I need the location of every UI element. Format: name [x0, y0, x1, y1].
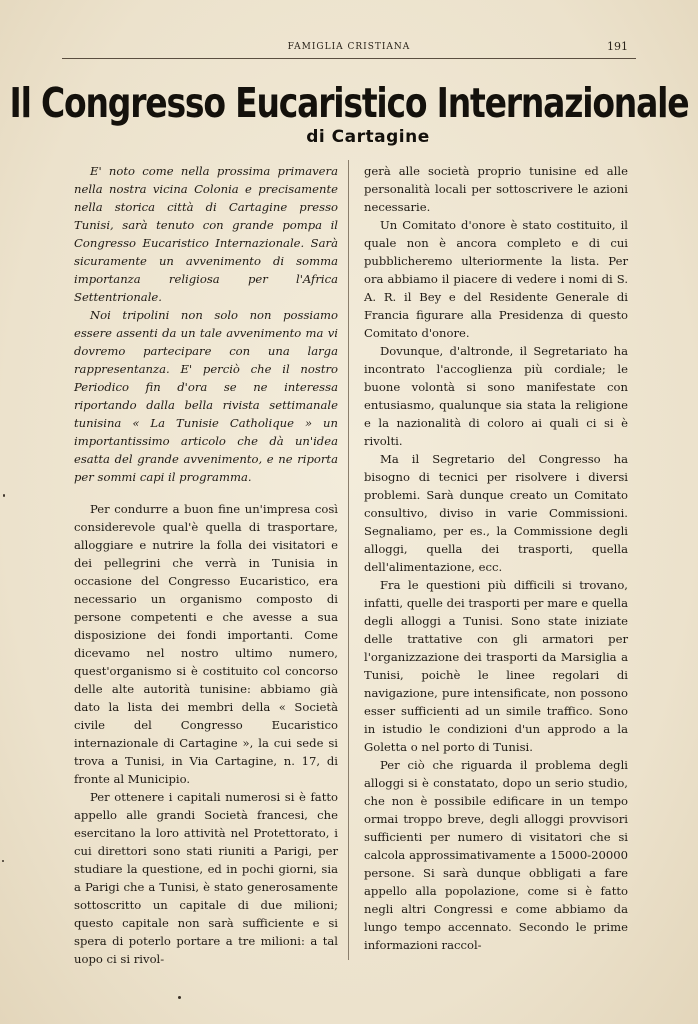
intro-paragraph-2: Noi tripolini non solo non possiamo essere assenti da un tale avvenimento ma vi dovremo partecipare con una larga rappresentanza. E' perciò che il nostro Periodico fin d'ora se ne interessa riportando dalla bella rivista settimanale tunisina « La Tunisie Catholique » un importantissimo articolo che dà un'idea esatta del grande avvenimento, e ne riporta per sommi capi il programma.	[74, 308, 338, 484]
body-paragraph: Per condurre a buon fine un'impresa così considerevole qual'è quella di trasportare, alloggiare e nutrire la folla dei visitatori e dei pellegrini che verrà in Tunisia in occasione del Congresso Eucaristico, era necessario un organismo composto di persone competenti e che avesse a sua disposizione dei fondi importanti. Come dicevamo nel nostro ultimo numero, quest'organismo si è costituito col concorso delle alte autorità tunisine: abbiamo già dato la lista dei membri della « Società civile del Congresso Eucaristico internazionale di Cartagine », la cui sede si trova a Tunisi, in Via Cartagine, n. 17, di fronte al Municipio.	[74, 502, 338, 786]
column-divider	[348, 160, 349, 960]
body-paragraph: gerà alle società proprio tunisine ed alle personalità locali per sottoscrivere le azioni necessarie.	[364, 164, 628, 214]
body-paragraph: Ma il Segretario del Congresso ha bisogno di tecnici per risolvere i diversi problemi. Sarà dunque creato un Comitato consultivo, diviso in varie Commissioni. Segnaliamo, per es., la Commissione degli alloggi, quella dei trasporti, quella dell'alimentazione, ecc.	[364, 452, 628, 574]
right-column	[364, 162, 628, 954]
article-title: Il Congresso Eucaristico Internazionale	[9, 78, 689, 127]
body-paragraph: Per ottenere i capitali numerosi si è fatto appello alle grandi Società francesi, che esercitano la loro attività nel Protettorato, i cui direttori sono stati riuniti a Parigi, per studiare la questione, ed in pochi giorni, sia a Parigi che a Tunisi, è stato generosamente sottoscritto un capitale di due milioni; questo capitale non sarà sufficiente e si spera di poterlo portare a tre milioni: a tal uopo ci si rivol-	[74, 790, 338, 966]
paper-speck	[178, 996, 181, 999]
body-paragraph: Un Comitato d'onore è stato costituito, il quale non è ancora completo e di cui pubblicheremo ulteriormente la lista. Per ora abbiamo il piacere di vedere i nomi di S. A. R. il Bey e del Residente Generale di Francia figurare alla Presidenza di questo Comitato d'onore.	[364, 218, 628, 340]
paper-speck	[3, 494, 5, 497]
body-paragraph: Fra le questioni più difficili si trovano, infatti, quelle dei trasporti per mare e quella degli alloggi a Tunisi. Sono state iniziate delle trattative con gli armatori per l'organizzazione dei trasporti da Marsiglia a Tunisi, poichè le linee regolari di navigazione, pure intensificate, non possono esser sufficienti ad un simile traffico. Sono in istudio le condizioni d'un approdo a la Goletta o nel porto di Tunisi.	[364, 578, 628, 754]
header-rule	[62, 58, 636, 59]
paper-speck	[2, 860, 4, 862]
running-head: FAMIGLIA CRISTIANA	[287, 42, 411, 52]
body-paragraph: Dovunque, d'altronde, il Segretariato ha incontrato l'accoglienza più cordiale; le buone volontà si sono manifestate con entusiasmo, qualunque sia stata la religione e la nazionalità di coloro ai quali ci si è rivolti.	[364, 344, 628, 448]
body-paragraph: Per ciò che riguarda il problema degli alloggi si è constatato, dopo un serio studio, che non è possibile edificare in un tempo ormai troppo breve, degli alloggi provvisori sufficienti per numero di visitatori che si calcola approssimativamente a 15000-20000 persone. Si sarà dunque obbligati a fare appello alla popolazione, come si è fatto negli altri Congressi e come abbiamo da lungo tempo accennato. Secondo le prime informazioni raccol-	[364, 758, 628, 952]
article-subtitle: di Cartagine	[306, 127, 430, 147]
page-number: 191	[607, 40, 628, 53]
intro-paragraph-1: E' noto come nella prossima primavera nella nostra vicina Colonia e precisamente nella storica città di Cartagine presso Tunisi, sarà tenuto con grande pompa il Congresso Eucaristico Internazionale. Sarà sicuramente un avvenimento di somma importanza religiosa per l'Africa Settentrionale.	[74, 164, 338, 304]
left-column	[74, 162, 338, 968]
